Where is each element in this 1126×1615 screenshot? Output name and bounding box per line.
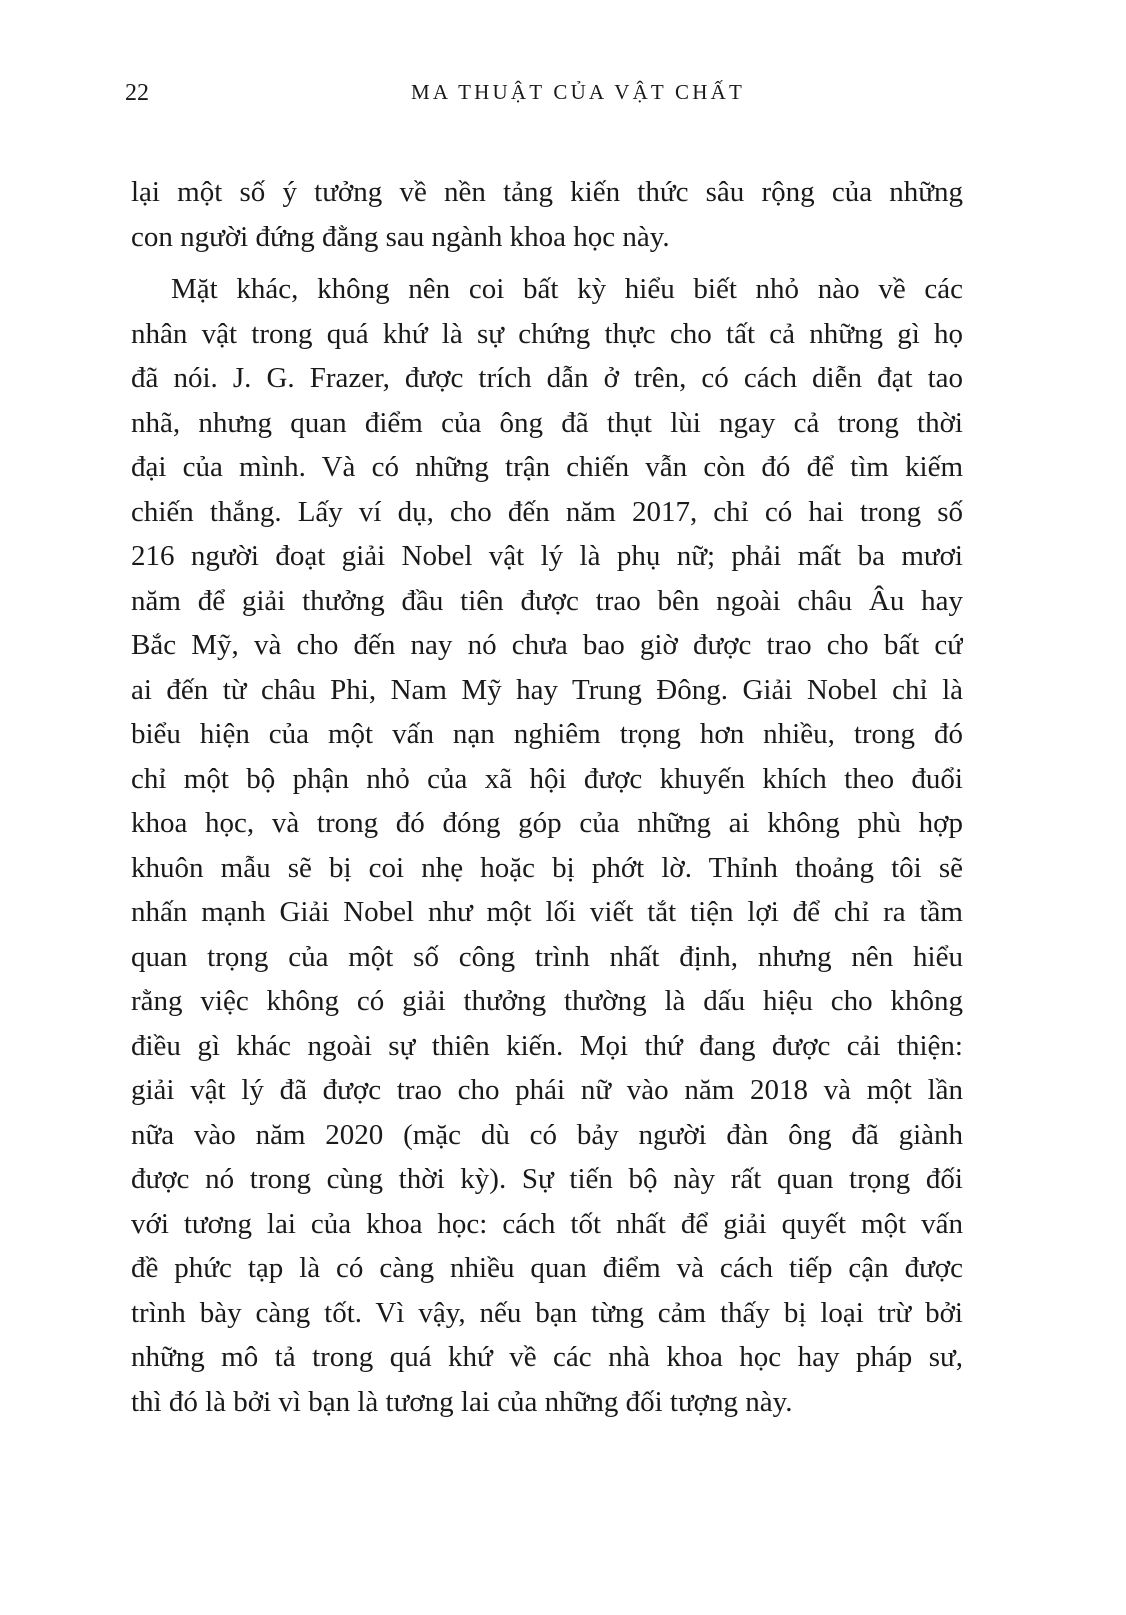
- text-line: 216 người đoạt giải Nobel vật lý là phụ nữ; phải mất ba mươi: [131, 540, 963, 572]
- text-line: với tương lai của khoa học: cách tốt nhất để giải quyết một vấn: [131, 1207, 963, 1240]
- text-line: được nó trong cùng thời kỳ). Sự tiến bộ này rất quan trọng đối: [131, 1163, 963, 1195]
- text-line: giải vật lý đã được trao cho phái nữ vào năm 2018 và một lần: [131, 1074, 963, 1106]
- text-line: con người đứng đằng sau ngành khoa học này.: [131, 220, 670, 253]
- text-line: Mặt khác, không nên coi bất kỳ hiểu biết nhỏ nào về các: [171, 273, 963, 305]
- text-line: điều gì khác ngoài sự thiên kiến. Mọi thứ đang được cải thiện:: [131, 1029, 963, 1062]
- paragraph-gap: [131, 259, 963, 267]
- page-number: 22: [125, 80, 149, 106]
- text-line: quan trọng của một số công trình nhất định, nhưng nên hiểu: [131, 940, 963, 973]
- text-line: chiến thắng. Lấy ví dụ, cho đến năm 2017, chỉ có hai trong số: [131, 495, 963, 528]
- text-line: rằng việc không có giải thưởng thường là dấu hiệu cho không: [131, 985, 963, 1017]
- text-line: nhấn mạnh Giải Nobel như một lối viết tắt tiện lợi để chỉ ra tầm: [131, 896, 963, 928]
- running-title: MA THUẬT CỦA VẬT CHẤT: [410, 80, 746, 104]
- text-line: Bắc Mỹ, và cho đến nay nó chưa bao giờ được trao cho bất cứ: [131, 629, 963, 661]
- body-text: [131, 170, 963, 1424]
- text-line: đại của mình. Và có những trận chiến vẫn còn đó để tìm kiếm: [131, 451, 963, 483]
- text-line: nhân vật trong quá khứ là sự chứng thực cho tất cả những gì họ: [131, 317, 963, 350]
- text-line: đã nói. J. G. Frazer, được trích dẫn ở trên, có cách diễn đạt tao: [131, 362, 963, 394]
- text-line: biểu hiện của một vấn nạn nghiêm trọng hơn nhiều, trong đó: [131, 718, 963, 750]
- text-line: chỉ một bộ phận nhỏ của xã hội được khuyến khích theo đuổi: [131, 762, 963, 795]
- text-line: lại một số ý tưởng về nền tảng kiến thức sâu rộng của những: [131, 176, 963, 208]
- text-line: thì đó là bởi vì bạn là tương lai của những đối tượng này.: [131, 1385, 793, 1418]
- text-line: năm để giải thưởng đầu tiên được trao bên ngoài châu Âu hay: [131, 584, 963, 617]
- text-line: những mô tả trong quá khứ về các nhà khoa học hay pháp sư,: [131, 1341, 963, 1373]
- text-line: khoa học, và trong đó đóng góp của những ai không phù hợp: [131, 807, 963, 839]
- text-line: trình bày càng tốt. Vì vậy, nếu bạn từng cảm thấy bị loại trừ bởi: [131, 1296, 963, 1329]
- text-line: khuôn mẫu sẽ bị coi nhẹ hoặc bị phớt lờ. Thỉnh thoảng tôi sẽ: [131, 851, 963, 884]
- text-line: ai đến từ châu Phi, Nam Mỹ hay Trung Đông. Giải Nobel chỉ là: [131, 673, 963, 706]
- text-line: đề phức tạp là có càng nhiều quan điểm và cách tiếp cận được: [131, 1252, 963, 1284]
- text-line: nữa vào năm 2020 (mặc dù có bảy người đàn ông đã giành: [131, 1118, 963, 1151]
- text-line: nhã, nhưng quan điểm của ông đã thụt lùi ngay cả trong thời: [131, 406, 963, 439]
